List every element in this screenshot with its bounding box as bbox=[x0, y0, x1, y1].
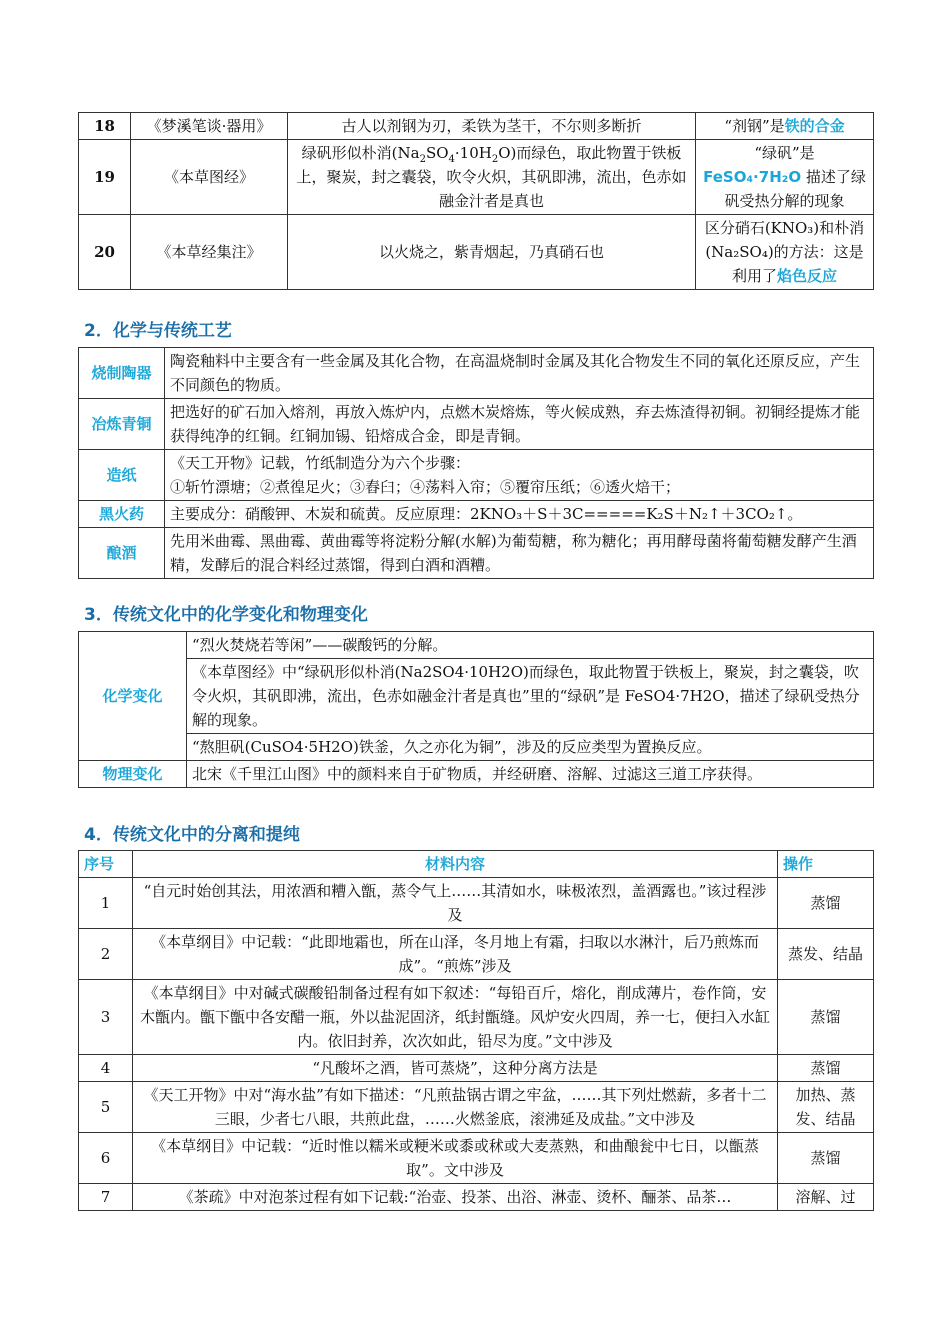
subscript: 4 bbox=[448, 154, 455, 165]
phys-change-text: 北宋《千里江山图》中的颜料来自于矿物质，并经研磨、溶解、过滤这三道工序获得。 bbox=[187, 761, 874, 788]
table-separation bbox=[78, 850, 874, 1211]
note-highlight: FeSO₄·7H₂O bbox=[703, 168, 802, 186]
operation: 加热、蒸发、结晶 bbox=[778, 1082, 874, 1133]
row-number: 6 bbox=[79, 1133, 133, 1184]
craft-label: 黑火药 bbox=[79, 501, 165, 528]
note bbox=[696, 140, 874, 215]
header-operation: 操作 bbox=[778, 851, 874, 878]
book-title: 《本草图经》 bbox=[131, 140, 288, 215]
row-number: 19 bbox=[79, 140, 131, 215]
excerpt-part: SO bbox=[425, 144, 449, 162]
note-prefix: “绿矾”是 bbox=[754, 144, 815, 162]
subscript: 2 bbox=[419, 154, 426, 165]
craft-text: 陶瓷釉料中主要含有一些金属及其化合物，在高温烧制时金属及其化合物发生不同的氧化还原反应，产生不同颜色的物质。 bbox=[165, 348, 874, 399]
craft-label: 造纸 bbox=[79, 450, 165, 501]
craft-label: 酿酒 bbox=[79, 528, 165, 579]
table-row bbox=[79, 1082, 874, 1133]
row-number: 3 bbox=[79, 980, 133, 1055]
table-row bbox=[79, 1184, 874, 1211]
operation: 蒸馏 bbox=[778, 878, 874, 929]
material-text: 《本草纲目》中记载：“近时惟以糯米或粳米或黍或秫或大麦蒸熟，和曲酿瓮中七日，以甑蒸取”。文中涉及 bbox=[133, 1133, 778, 1184]
craft-text-line: ①斩竹漂塘；②煮徨足火；③舂臼；④荡料入帘；⑤覆帘压纸；⑥透火焙干； bbox=[170, 478, 681, 496]
excerpt-part: O)而绿色，取此物置于铁板上，聚炭，封之囊袋，吹令火炽，其矾即沸，流出，色赤如融金汁者是真也 bbox=[296, 144, 687, 210]
chem-change-text: “烈火焚烧若等闲”——碳酸钙的分解。 bbox=[187, 632, 874, 659]
row-number: 2 bbox=[79, 929, 133, 980]
table-row bbox=[79, 348, 874, 399]
chem-change-text: 《本草图经》中“绿矾形似朴消(Na2SO4·10H2O)而绿色，取此物置于铁板上，聚炭，封之囊袋，吹令火炽，其矾即沸，流出，色赤如融金汁者是真也”里的“绿矾”是 FeSO4·7H2O，描述了绿矾受热分解的现象。 bbox=[187, 659, 874, 734]
note-prefix: 区分硝石(KNO₃)和朴消(Na₂SO₄)的方法：这是利用了 bbox=[704, 219, 865, 285]
subscript: 2 bbox=[491, 154, 499, 165]
section-title: 2．化学与传统工艺 bbox=[84, 321, 232, 341]
table-row bbox=[79, 140, 874, 215]
craft-text bbox=[165, 450, 874, 501]
table-row bbox=[79, 734, 874, 761]
excerpt-part: 绿矾形似朴消(Na bbox=[301, 144, 420, 162]
table-row bbox=[79, 1055, 874, 1082]
operation: 溶解、过 bbox=[778, 1184, 874, 1211]
chem-change-text: “熬胆矾(CuSO4·5H2O)铁釜，久之亦化为铜”，涉及的反应类型为置换反应。 bbox=[187, 734, 874, 761]
row-number: 1 bbox=[79, 878, 133, 929]
excerpt: 以火烧之，紫青烟起，乃真硝石也 bbox=[288, 215, 696, 290]
note-prefix: “剂钢”是 bbox=[724, 117, 785, 135]
table-row bbox=[79, 113, 874, 140]
note bbox=[696, 113, 874, 140]
note-highlight: 焰色反应 bbox=[777, 267, 838, 285]
row-number: 5 bbox=[79, 1082, 133, 1133]
craft-text: 先用米曲霉、黑曲霉、黄曲霉等将淀粉分解(水解)为葡萄糖，称为糖化；再用酵母菌将葡萄糖发酵产生酒精，发酵后的混合料经过蒸馏，得到白酒和酒糟。 bbox=[165, 528, 874, 579]
chem-change-label: 化学变化 bbox=[79, 632, 187, 761]
phys-change-label: 物理变化 bbox=[79, 761, 187, 788]
material-text: 《本草纲目》中记载：“此即地霜也，所在山泽，冬月地上有霜，扫取以水淋汁，后乃煎炼而成”。“煎炼”涉及 bbox=[133, 929, 778, 980]
craft-text: 主要成分：硝酸钾、木炭和硫黄。反应原理：2KNO₃＋S＋3C=====K₂S＋N₂↑＋3CO₂↑。 bbox=[165, 501, 874, 528]
operation: 蒸馏 bbox=[778, 1133, 874, 1184]
row-number: 20 bbox=[79, 215, 131, 290]
excerpt bbox=[288, 140, 696, 215]
craft-label: 冶炼青铜 bbox=[79, 399, 165, 450]
book-title: 《本草经集注》 bbox=[131, 215, 288, 290]
header-content: 材料内容 bbox=[133, 851, 778, 878]
section-title: 3．传统文化中的化学变化和物理变化 bbox=[84, 605, 368, 625]
craft-text: 把选好的矿石加入熔剂，再放入炼炉内，点燃木炭熔炼，等火候成熟，弃去炼渣得初铜。初铜经提炼才能获得纯净的红铜。红铜加锡、铅熔成合金，即是青铜。 bbox=[165, 399, 874, 450]
row-number: 7 bbox=[79, 1184, 133, 1211]
section-title: 4．传统文化中的分离和提纯 bbox=[84, 825, 300, 845]
table-row bbox=[79, 632, 874, 659]
operation: 蒸发、结晶 bbox=[778, 929, 874, 980]
note-suffix: 描述了绿矾受热分解的现象 bbox=[724, 168, 866, 210]
table-row bbox=[79, 215, 874, 290]
operation: 蒸馏 bbox=[778, 980, 874, 1055]
row-number: 4 bbox=[79, 1055, 133, 1082]
table-row bbox=[79, 980, 874, 1055]
craft-text-line: 《天工开物》记载，竹纸制造分为六个步骤： bbox=[170, 454, 471, 472]
header-number: 序号 bbox=[79, 851, 133, 878]
book-title: 《梦溪笔谈·器用》 bbox=[131, 113, 288, 140]
table-row bbox=[79, 659, 874, 734]
table-row bbox=[79, 878, 874, 929]
table-row bbox=[79, 399, 874, 450]
table-header-row bbox=[79, 851, 874, 878]
table-crafts bbox=[78, 347, 874, 579]
material-text: 《天工开物》中对“海水盐”有如下描述：“凡煎盐锅古谓之牢盆，……其下列灶燃薪，多者十二三眼，少者七八眼，共煎此盘，……火燃釜底，滚沸延及成盐。”文中涉及 bbox=[133, 1082, 778, 1133]
excerpt-part: ·10H bbox=[454, 144, 492, 162]
excerpt: 古人以剂钢为刃，柔铁为茎干，不尔则多断折 bbox=[288, 113, 696, 140]
note-highlight: 铁的合金 bbox=[784, 117, 845, 135]
table-row bbox=[79, 1133, 874, 1184]
operation: 蒸馏 bbox=[778, 1055, 874, 1082]
table-row bbox=[79, 929, 874, 980]
row-number: 18 bbox=[79, 113, 131, 140]
table-row bbox=[79, 528, 874, 579]
craft-label: 烧制陶器 bbox=[79, 348, 165, 399]
material-text: 《茶疏》中对泡茶过程有如下记载:“治壶、投茶、出浴、淋壶、烫杯、酾茶、品茶… bbox=[133, 1184, 778, 1211]
table-row bbox=[79, 501, 874, 528]
material-text: “自元时始创其法，用浓酒和糟入甑，蒸令气上……其清如水，味极浓烈，盖酒露也。”该过程涉及 bbox=[133, 878, 778, 929]
table-row bbox=[79, 761, 874, 788]
table-row bbox=[79, 450, 874, 501]
material-text: 《本草纲目》中对碱式碳酸铅制备过程有如下叙述：“每铅百斤，熔化，削成薄片，卷作筒，安木甑内。甑下甑中各安醋一瓶，外以盐泥固济，纸封甑缝。风炉安火四周，养一七，便扫入水缸内。依旧封养，次次如此，铅尽为度。”文中涉及 bbox=[133, 980, 778, 1055]
table-classics bbox=[78, 112, 874, 290]
table-changes bbox=[78, 631, 874, 788]
material-text: “凡酸坏之酒，皆可蒸烧”，这种分离方法是 bbox=[133, 1055, 778, 1082]
note bbox=[696, 215, 874, 290]
